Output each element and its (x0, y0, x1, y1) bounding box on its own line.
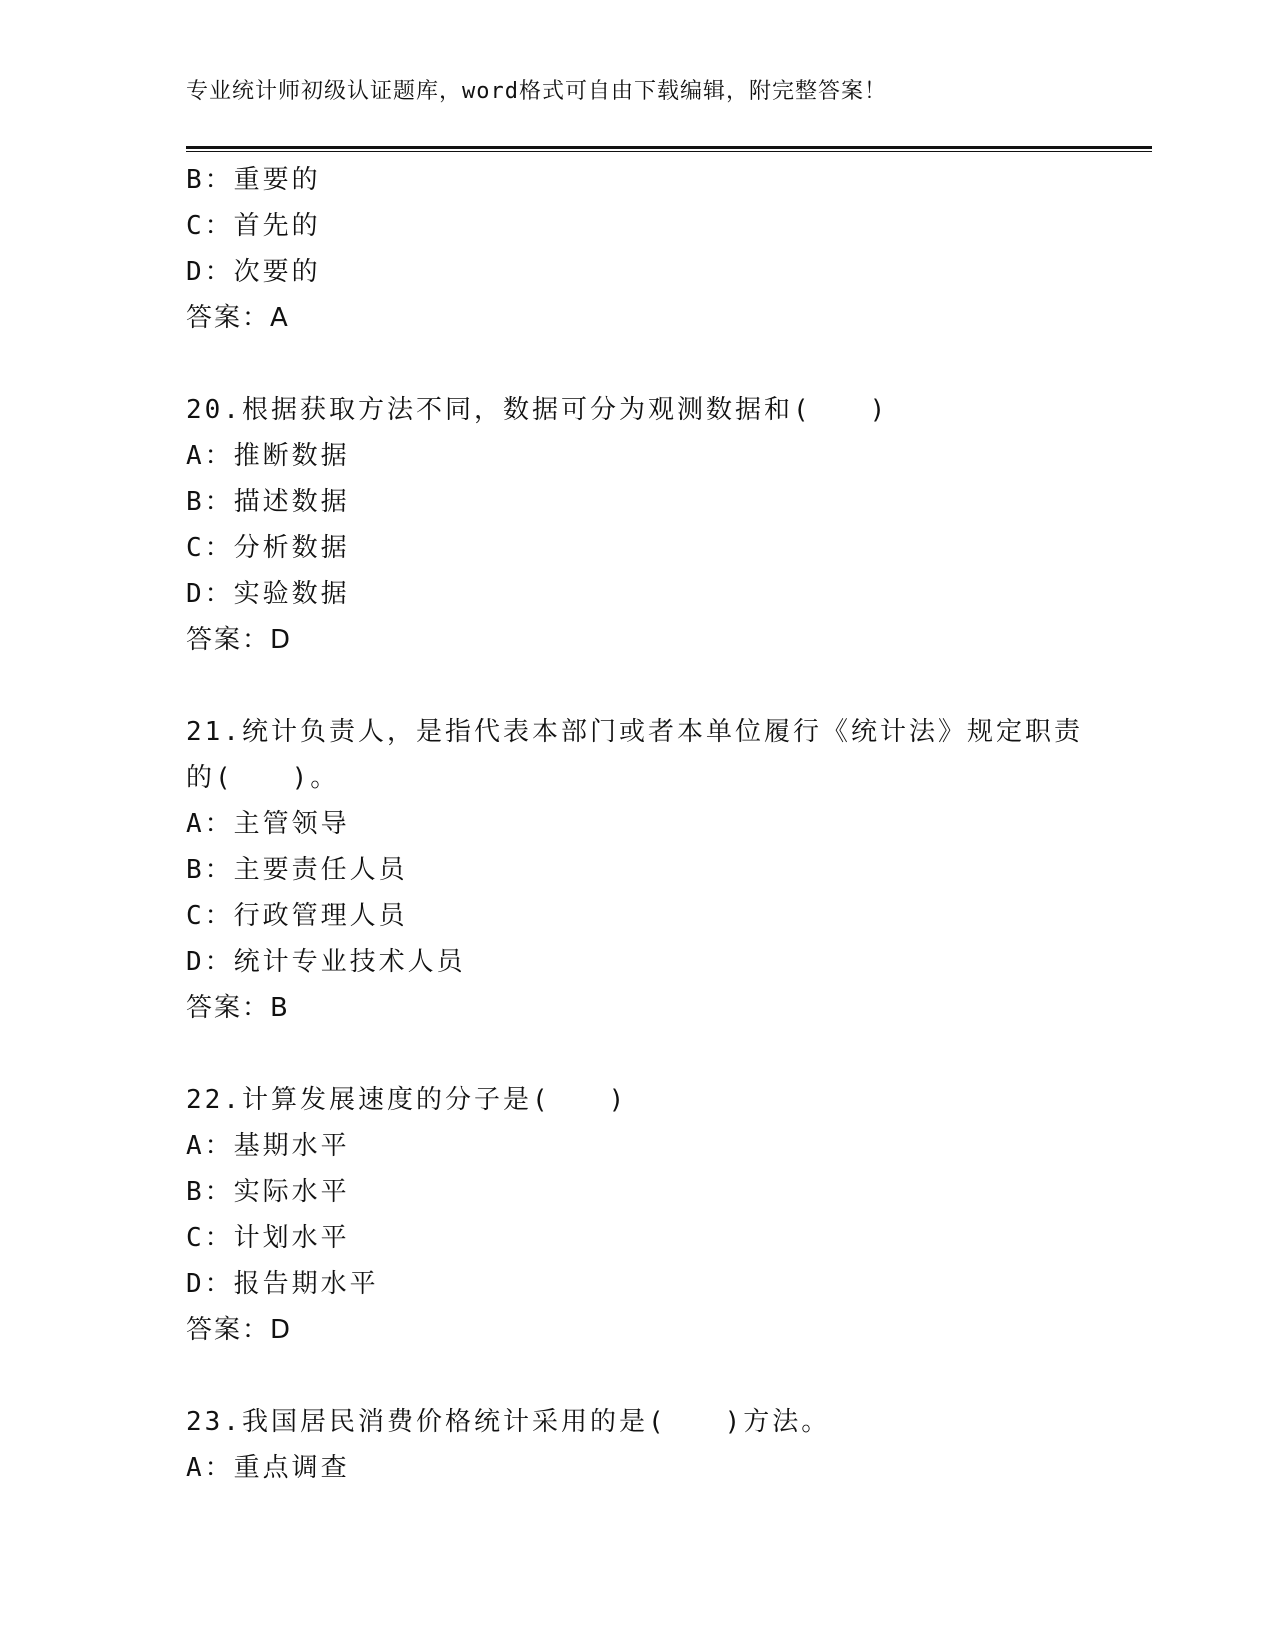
option-d: D：实验数据 (186, 579, 350, 609)
question-20 (186, 387, 1086, 663)
option-d: D：次要的 (186, 257, 321, 287)
option-c: C：首先的 (186, 211, 321, 241)
option-b: B：主要责任人员 (186, 855, 408, 885)
question-stem: 23.我国居民消费价格统计采用的是( )方法。 (186, 1407, 831, 1437)
option-c: C：行政管理人员 (186, 901, 408, 931)
option-d: D：报告期水平 (186, 1269, 379, 1299)
option-c: C：分析数据 (186, 533, 350, 563)
option-d: D：统计专业技术人员 (186, 947, 466, 977)
question-22 (186, 1077, 1086, 1353)
option-a: A：推断数据 (186, 441, 350, 471)
answer: 答案：A (186, 303, 290, 333)
question-stem: 21.统计负责人，是指代表本部门或者本单位履行《统计法》规定职责 (186, 717, 1083, 747)
header-divider-thin (186, 151, 1152, 152)
option-b: B：重要的 (186, 165, 321, 195)
option-b: B：描述数据 (186, 487, 350, 517)
option-a: A：重点调查 (186, 1453, 350, 1483)
question-stem-continued: 的( )。 (186, 763, 340, 793)
spacer (186, 341, 1086, 387)
spacer (186, 663, 1086, 709)
answer: 答案：D (186, 1315, 293, 1345)
question-content (186, 157, 1086, 1491)
question-21 (186, 709, 1086, 1031)
answer: 答案：B (186, 993, 290, 1023)
previous-question-block (186, 157, 1086, 341)
option-a: A：基期水平 (186, 1131, 350, 1161)
answer: 答案：D (186, 625, 293, 655)
question-stem: 22.计算发展速度的分子是( ) (186, 1085, 628, 1115)
question-23 (186, 1399, 1086, 1491)
spacer (186, 1353, 1086, 1399)
question-stem: 20.根据获取方法不同，数据可分为观测数据和( ) (186, 395, 889, 425)
spacer (186, 1031, 1086, 1077)
header-divider-thick (186, 146, 1152, 149)
option-c: C：计划水平 (186, 1223, 350, 1253)
option-a: A：主管领导 (186, 809, 350, 839)
option-b: B：实际水平 (186, 1177, 350, 1207)
page-header: 专业统计师初级认证题库，word格式可自由下载编辑，附完整答案！ (186, 79, 887, 104)
